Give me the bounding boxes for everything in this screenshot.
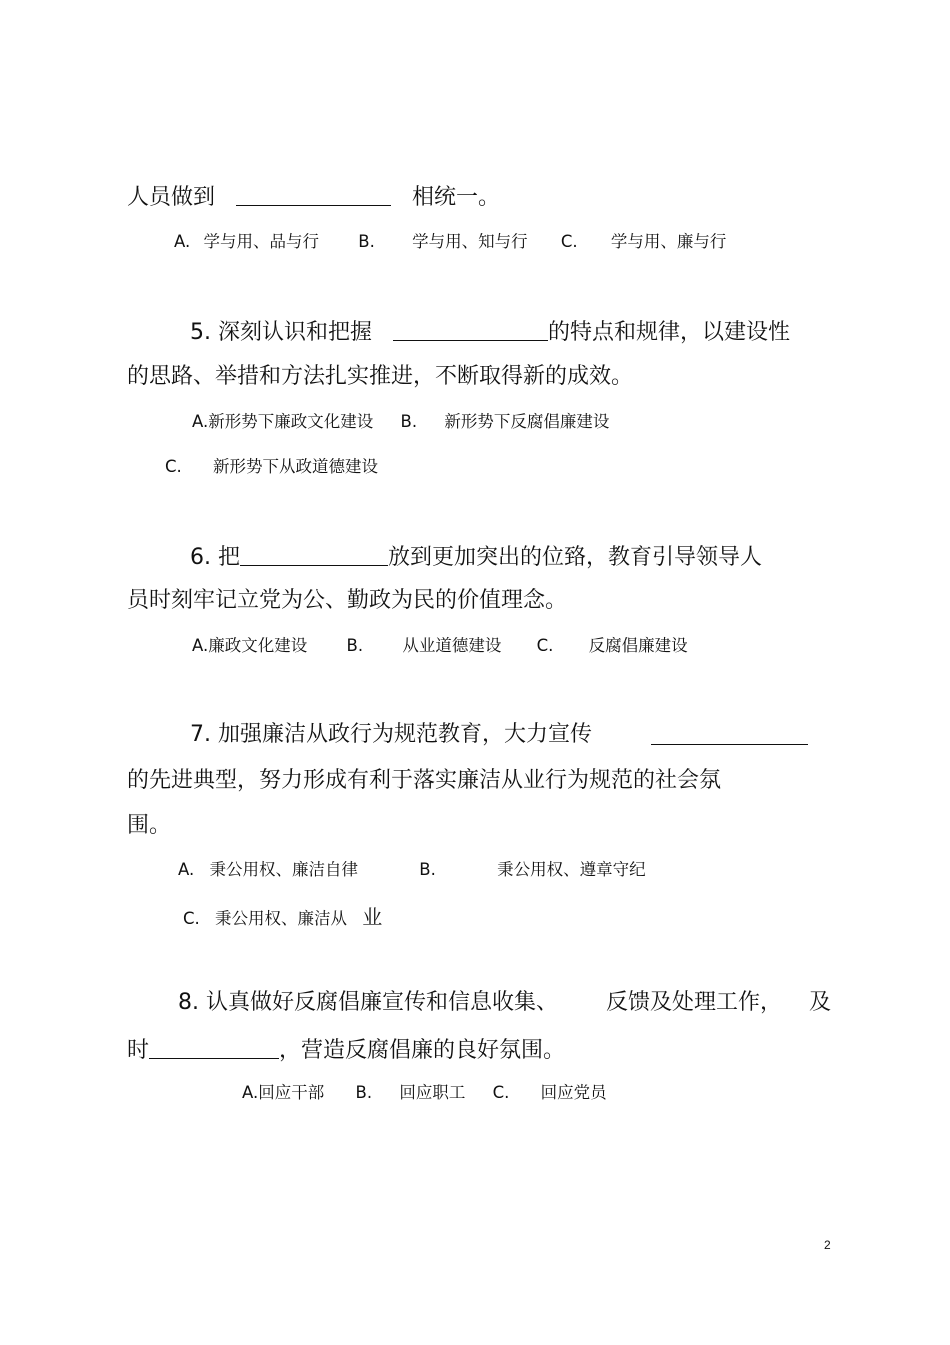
q7-blank-wrap [651, 724, 808, 748]
q8-option-a: A.回应干部 [242, 1083, 325, 1102]
q5-line2: 的思路、举措和方法扎实推进，不断取得新的成效。 [127, 364, 634, 389]
q4-answer-blank [236, 185, 391, 206]
q4-options [174, 234, 726, 251]
q5-options-c [165, 459, 378, 476]
q5-options-ab [192, 414, 609, 431]
q4-option-b-letter: B. [358, 232, 375, 251]
q7-option-b-letter: B. [419, 860, 436, 879]
q6-option-b-text: 从业道德建设 [402, 636, 502, 655]
q6-options [192, 638, 688, 655]
q8-line1-end: 及 [809, 990, 832, 1015]
q6-text-start: 6. 把 [190, 545, 240, 570]
q7-option-c-letter: C. [183, 909, 200, 928]
q4-text-end: 相统一。 [412, 185, 501, 210]
q4-option-a-text: 学与用、品与行 [203, 232, 319, 251]
page-number: 2 [824, 1238, 831, 1252]
q7-option-a-letter: A. [178, 860, 195, 879]
q5-option-b-text: 新形势下反腐倡廉建设 [444, 412, 610, 431]
q8-line1-start: 8. 认真做好反腐倡廉宣传和信息收集、 [178, 990, 558, 1015]
q7-option-a-text: 秉公用权、廉洁自律 [209, 860, 358, 879]
q8-option-b-text: 回应职工 [399, 1083, 466, 1102]
q7-line1: 7. 加强廉洁从政行为规范教育，大力宣传 [190, 722, 592, 747]
q7-options-ab [178, 862, 646, 879]
q8-line1-middle: 反馈及处理工作， [606, 990, 783, 1015]
q4-option-c-letter: C. [560, 232, 578, 251]
q8-options [242, 1085, 607, 1102]
q7-line3: 围。 [127, 813, 172, 838]
q4-text-start: 人员做到 [127, 185, 216, 210]
q6-option-c-text: 反腐倡廉建设 [588, 636, 688, 655]
q8-line2 [127, 1038, 565, 1062]
q8-answer-blank [149, 1038, 279, 1059]
q4-option-b-text: 学与用、知与行 [412, 232, 528, 251]
q4-option-c-text: 学与用、廉与行 [610, 232, 727, 251]
q5-text-start: 5. 深刻认识和把握 [190, 320, 372, 345]
q5-option-c-letter: C. [165, 457, 182, 476]
q8-option-b-letter: B. [355, 1083, 373, 1102]
q7-option-c-tail: 业 [362, 905, 383, 929]
q7-line2: 的先进典型，努力形成有利于落实廉洁从业行为规范的社会氛 [127, 768, 722, 793]
q6-option-c-letter: C. [536, 636, 554, 655]
q8-option-c-letter: C. [492, 1083, 510, 1102]
q7-option-c-text: 秉公用权、廉洁从 [215, 909, 348, 928]
q8-text-end: ，营造反腐倡廉的良好氛围。 [279, 1038, 566, 1063]
q5-option-a: A.新形势下廉政文化建设 [192, 412, 374, 431]
q6-text-end: 放到更加突出的位臵，教育引导领导人 [387, 545, 762, 570]
q4-line1 [127, 185, 500, 209]
q6-answer-blank [240, 545, 388, 566]
q6-option-b-letter: B. [346, 636, 364, 655]
q7-options-c [183, 907, 382, 928]
q4-option-a-letter: A. [174, 232, 191, 251]
q8-option-c-text: 回应党员 [540, 1083, 607, 1102]
q6-option-a: A.廉政文化建设 [192, 636, 308, 655]
q6-line1 [190, 545, 762, 569]
q5-line1 [190, 320, 790, 344]
q5-text-end: 的特点和规律，以建设性 [547, 320, 790, 345]
q5-answer-blank [393, 320, 548, 341]
q8-text-start: 时 [127, 1038, 150, 1063]
q6-line2: 员时刻牢记立党为公、勤政为民的价值理念。 [127, 588, 568, 613]
q7-option-b-text: 秉公用权、遵章守纪 [497, 860, 646, 879]
q7-answer-blank [651, 724, 808, 745]
q5-option-c-text: 新形势下从政道德建设 [213, 457, 379, 476]
q5-option-b-letter: B. [400, 412, 418, 431]
